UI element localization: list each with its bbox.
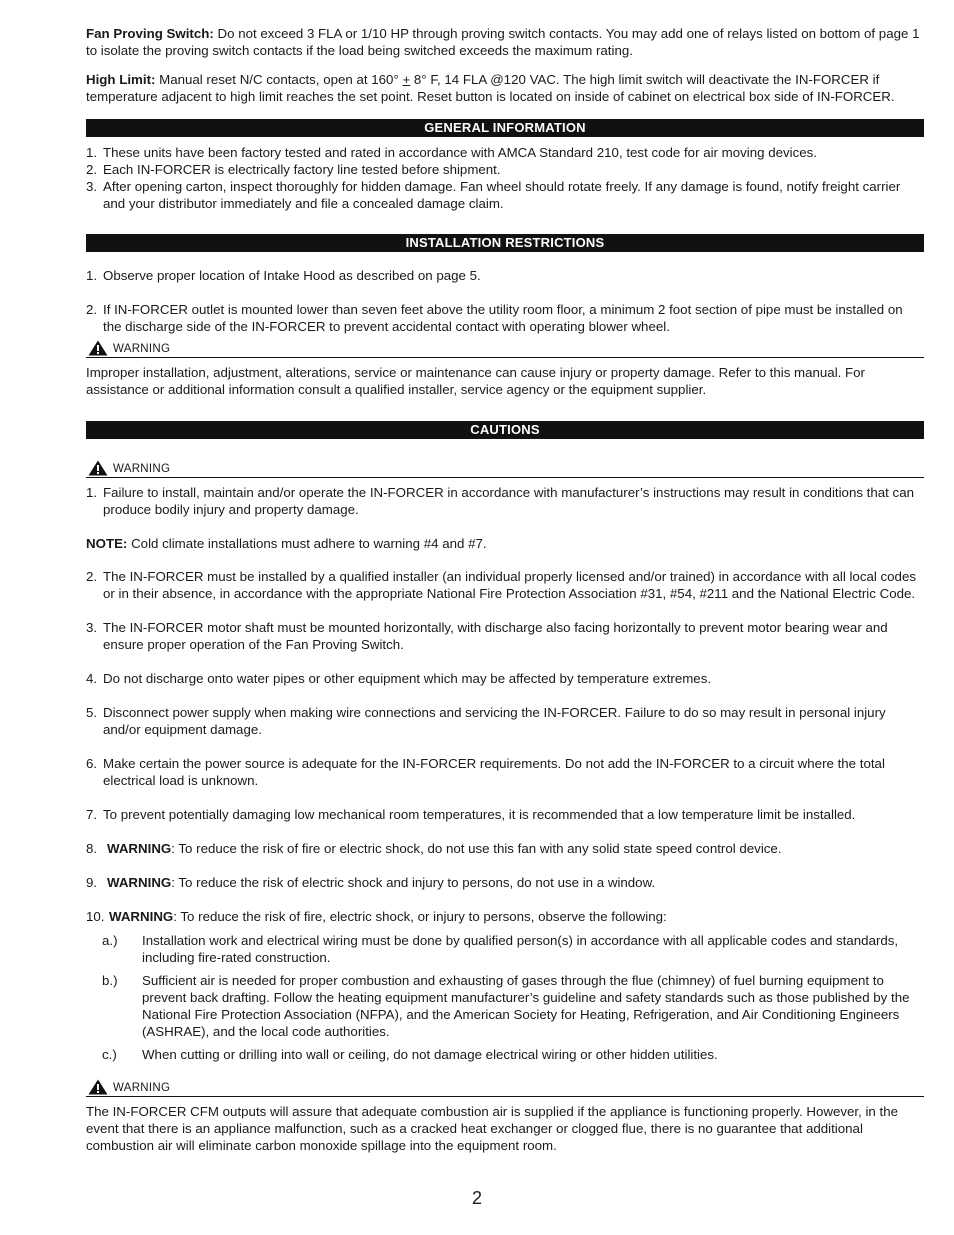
sub-item-label: a.) bbox=[102, 933, 118, 948]
installation-warning-text: Improper installation, adjustment, alterations, service or maintenance can cause injury or property damage. Refer to this manual. For assistance or additional information consult a qualified installer, service agency or the equipment supplier. bbox=[86, 365, 865, 397]
sub-item-text: Installation work and electrical wiring must be done by qualified person(s) in accordance with all applicable codes and standards, including fire-rated construction. bbox=[142, 933, 899, 965]
note-label: NOTE: bbox=[86, 536, 128, 551]
item-number: 5. bbox=[86, 705, 98, 720]
warning-header bbox=[86, 1079, 924, 1097]
general-information-list bbox=[86, 144, 924, 212]
final-warning-text: The IN-FORCER CFM outputs will assure that adequate combustion air is supplied if the appliance is functioning properly. However, in the event that there is an appliance malfunction, such as a cracked heat exchanger or clogged flue, there is no guarantee that additional combustion air will eliminate carbon monoxide spillage into the equipment room. bbox=[86, 1104, 898, 1153]
cautions-list bbox=[86, 484, 924, 518]
item-text: These units have been factory tested and rated in accordance with AMCA Standard 210, test code for air moving devices. bbox=[103, 145, 818, 160]
list-item bbox=[86, 840, 924, 857]
warning-triangle-icon bbox=[88, 1079, 108, 1095]
list-item bbox=[86, 568, 924, 602]
item-number: 7. bbox=[86, 807, 98, 822]
list-item bbox=[86, 267, 924, 284]
item-number: 1. bbox=[86, 268, 98, 283]
list-item bbox=[86, 484, 924, 518]
item-number: 3. bbox=[86, 179, 98, 194]
item-text: Failure to install, maintain and/or operate the IN-FORCER in accordance with manufacturer’s instructions may result in conditions that can produce bodily injury and property damage. bbox=[103, 485, 914, 517]
item-text: The IN-FORCER must be installed by a qualified installer (an individual properly licensed and/or trained) in accordance with all local codes or in their absence, in accordance with the appropriate National Fire Protection Association #31, #54, #211 and the National Electric Code. bbox=[103, 569, 916, 601]
warning-header bbox=[86, 460, 924, 478]
installation-restrictions-heading: INSTALLATION RESTRICTIONS bbox=[86, 234, 924, 252]
sub-item-label: c.) bbox=[102, 1047, 117, 1062]
warning-label: WARNING bbox=[113, 1082, 171, 1094]
item-text: If IN-FORCER outlet is mounted lower than seven feet above the utility room floor, a minimum 2 foot section of pipe must be installed on the discharge side of the IN-FORCER to prevent accidental contact with operating blower wheel. bbox=[103, 302, 903, 334]
page-content bbox=[86, 25, 924, 1154]
item-number: 10. bbox=[86, 909, 105, 924]
list-item bbox=[86, 874, 924, 891]
list-item bbox=[86, 806, 924, 823]
fan-proving-switch-text: Do not exceed 3 FLA or 1/10 HP through proving switch contacts. You may add one of relays listed on bottom of page 1 to isolate the proving switch contacts if the load being switched exceeds the maximum rating. bbox=[86, 26, 920, 58]
list-item bbox=[86, 161, 924, 178]
sub-item bbox=[86, 972, 924, 1040]
high-limit-text-a: Manual reset N/C contacts, open at 160° bbox=[155, 72, 403, 87]
item-number: 3. bbox=[86, 620, 98, 635]
fan-proving-switch-paragraph bbox=[86, 25, 924, 59]
note-paragraph bbox=[86, 535, 924, 552]
high-limit-paragraph bbox=[86, 71, 924, 105]
sub-item-text: When cutting or drilling into wall or ceiling, do not damage electrical wiring or other hidden utilities. bbox=[142, 1047, 718, 1062]
item-text: : To reduce the risk of fire or electric shock, do not use this fan with any solid state speed control device. bbox=[171, 841, 782, 856]
list-item bbox=[86, 619, 924, 653]
warning-triangle-icon bbox=[88, 460, 108, 476]
note-text: Cold climate installations must adhere to warning #4 and #7. bbox=[127, 536, 487, 551]
item-text: After opening carton, inspect thoroughly for hidden damage. Fan wheel should rotate freely. If any damage is found, notify freight carrier and your distributor immediately and file a concealed damage claim. bbox=[103, 179, 901, 211]
item-number: 4. bbox=[86, 671, 98, 686]
item-text: : To reduce the risk of electric shock and injury to persons, do not use in a window. bbox=[171, 875, 656, 890]
plus-minus-symbol: + bbox=[402, 72, 411, 87]
item-text: Make certain the power source is adequate for the IN-FORCER requirements. Do not add the IN-FORCER to a circuit where the total electrical load is unknown. bbox=[103, 756, 885, 788]
cautions-heading: CAUTIONS bbox=[86, 421, 924, 439]
warning-inline-label: WARNING bbox=[107, 841, 172, 856]
list-item bbox=[86, 908, 924, 925]
list-item bbox=[86, 144, 924, 161]
high-limit-label: High Limit: bbox=[86, 72, 156, 87]
warning-label: WARNING bbox=[113, 463, 171, 475]
item-number: 1. bbox=[86, 485, 98, 500]
high-limit-text-b: 8° F, 14 FLA @120 VAC. The high limit switch will deactivate the IN-FORCER if temperature adjacent to high limit reaches the set point. Reset button is located on inside of cabinet on electrical box side of IN-FORCER. bbox=[86, 72, 895, 104]
list-item bbox=[86, 178, 924, 212]
item-number: 1. bbox=[86, 145, 98, 160]
item-text: Do not discharge onto water pipes or other equipment which may be affected by temperature extremes. bbox=[103, 671, 712, 686]
cautions-list-continued bbox=[86, 568, 924, 925]
item-text: To prevent potentially damaging low mechanical room temperatures, it is recommended that a low temperature limit be installed. bbox=[103, 807, 856, 822]
list-item bbox=[86, 755, 924, 789]
warning-inline-label: WARNING bbox=[109, 909, 174, 924]
item-number: 8. bbox=[86, 841, 98, 856]
installation-restrictions-list bbox=[86, 267, 924, 335]
warning-inline-label: WARNING bbox=[107, 875, 172, 890]
list-item bbox=[86, 301, 924, 335]
list-item bbox=[86, 670, 924, 687]
item-number: 9. bbox=[86, 875, 98, 890]
item-number: 2. bbox=[86, 569, 98, 584]
warning-triangle-icon bbox=[88, 340, 108, 356]
item-text: : To reduce the risk of fire, electric shock, or injury to persons, observe the following: bbox=[173, 909, 667, 924]
page-number: 2 bbox=[471, 1188, 482, 1208]
sub-item bbox=[86, 1046, 924, 1063]
item-number: 2. bbox=[86, 302, 98, 317]
item-text: Observe proper location of Intake Hood as described on page 5. bbox=[103, 268, 481, 283]
item-text: Each IN-FORCER is electrically factory line tested before shipment. bbox=[103, 162, 501, 177]
item-number: 6. bbox=[86, 756, 98, 771]
item-text: Disconnect power supply when making wire connections and servicing the IN-FORCER. Failure to do so may result in personal injury and/or equipment damage. bbox=[103, 705, 886, 737]
general-information-heading: GENERAL INFORMATION bbox=[86, 119, 924, 137]
item-text: The IN-FORCER motor shaft must be mounted horizontally, with discharge also facing horizontally to prevent motor bearing wear and ensure proper operation of the Fan Proving Switch. bbox=[103, 620, 888, 652]
sub-item bbox=[86, 932, 924, 966]
fan-proving-switch-label: Fan Proving Switch: bbox=[86, 26, 214, 41]
warning-label: WARNING bbox=[113, 343, 171, 355]
item-number: 2. bbox=[86, 162, 98, 177]
list-item bbox=[86, 704, 924, 738]
sub-item-label: b.) bbox=[102, 973, 118, 988]
sub-item-text: Sufficient air is needed for proper combustion and exhausting of gases through the flue (chimney) of fuel burning equipment to prevent back drafting. Follow the heating equipment manufacturer’s guideline and safety standards such as those published by the National Fire Protection Association (NFPA), and the American Society for Heating, Refrigeration, and Air Conditioning Engineers (ASHRAE), and the local code authorities. bbox=[142, 973, 910, 1039]
warning-header bbox=[86, 340, 924, 358]
